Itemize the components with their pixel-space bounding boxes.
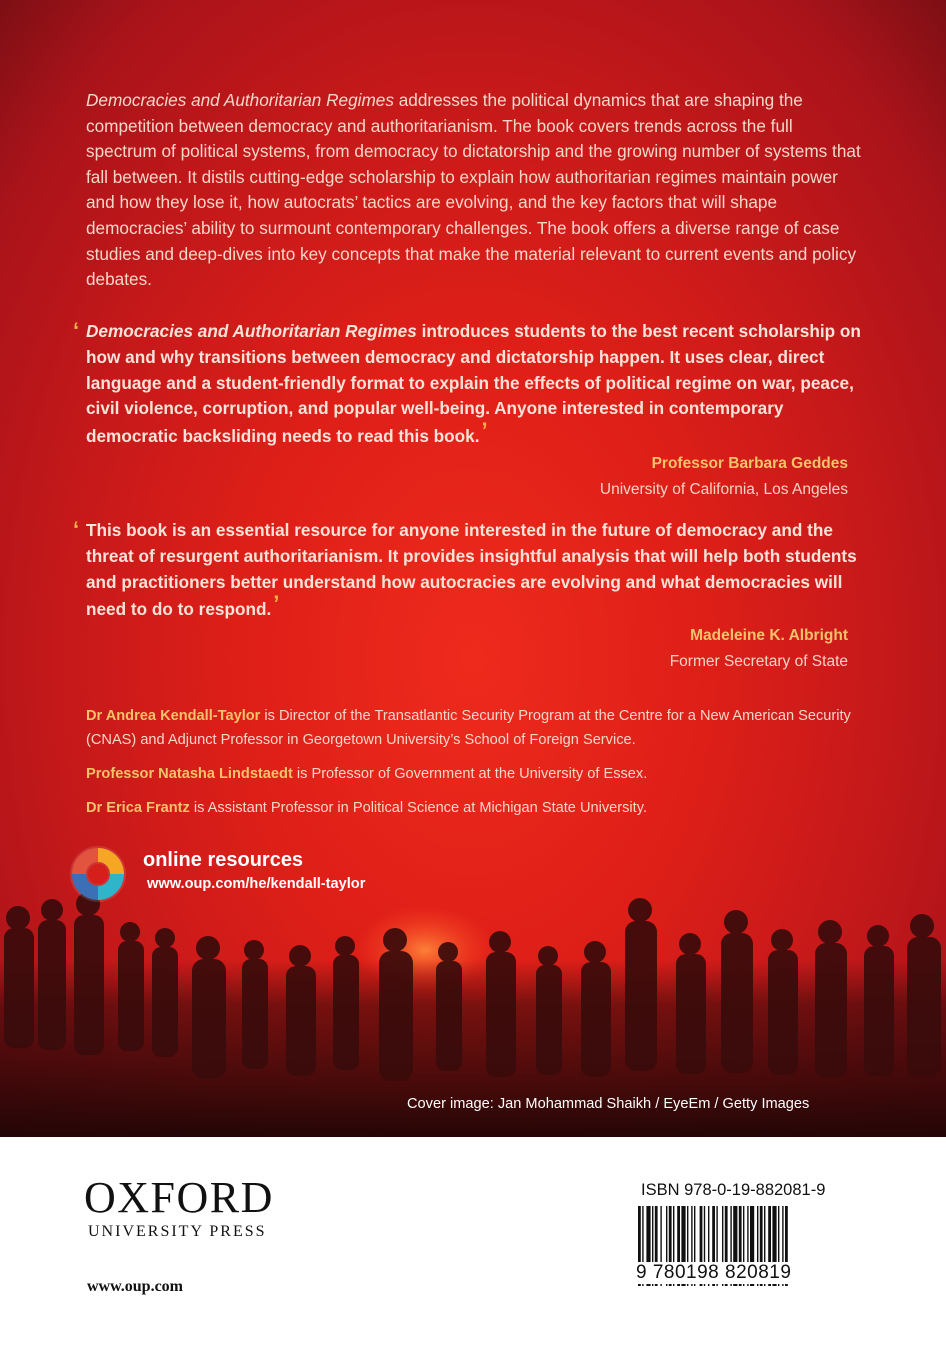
quote-2-text: This book is an essential resource for anyone interested in the future of democracy and the threat of resurgent authoritarianism. It provides insightful analysis that will help both students and practitioners better understand how autocracies are evolving and what democracies will need to do to respond. — [86, 520, 857, 620]
close-quote-icon: ’ — [273, 591, 280, 617]
book-title-italic: Democracies and Authoritarian Regimes — [86, 90, 394, 110]
author-bio-3 — [86, 797, 856, 821]
endorsement-quote-1 — [86, 319, 866, 450]
author-3-bio: is Assistant Professor in Political Science at Michigan State University. — [189, 800, 647, 816]
publisher-subtitle: UNIVERSITY PRESS — [88, 1223, 267, 1240]
quote-1-author-affiliation: University of California, Los Angeles — [599, 481, 848, 498]
author-2-name: Professor Natasha Lindstaedt — [86, 766, 293, 782]
isbn-label: ISBN 978-0-19-882081-9 — [641, 1181, 826, 1199]
open-quote-icon: ‘ — [73, 318, 80, 343]
online-resources-logo-icon — [68, 844, 128, 904]
author-2-bio: is Professor of Government at the University of Essex. — [292, 766, 648, 782]
author-1-name: Dr Andrea Kendall-Taylor — [86, 708, 261, 724]
quote-1-author-name: Professor Barbara Geddes — [651, 455, 848, 472]
barcode-digits: 9 780198 820819 — [636, 1262, 792, 1283]
author-bio-2 — [86, 763, 856, 787]
book-description-text: addresses the political dynamics that are shaping the competition between democracy and authoritarianism. The book covers trends across the full spectrum of political systems, from democracy to dictatorship and the growing number of systems that fall between. It distils cutting-edge scholarship to explain how authoritarian regimes maintain power and how they lose it, how autocrats’ tactics are evolving, and the key factors that will shape democracies’ ability to surmount contemporary challenges. The book offers a diverse range of case studies and deep-dives into key concepts that make the material relevant to current events and policy debates. — [86, 90, 861, 290]
quote-2-author-affiliation: Former Secretary of State — [669, 653, 848, 670]
author-3-name: Dr Erica Frantz — [86, 800, 190, 816]
publisher-name: OXFORD — [84, 1173, 274, 1222]
close-quote-icon: ’ — [481, 418, 488, 444]
quote-1-text: introduces students to the best recent scholarship on how and why transitions between democracy and dictatorship happen. It uses clear, direct language and a student-friendly format to explain the effects of political regime on war, peace, civil violence, corruption, and popular well-being. Anyone interested in contemporary democratic backsliding needs to read this book. — [86, 321, 861, 447]
book-description — [86, 88, 866, 293]
author-1-bio: is Director of the Transatlantic Security Program at the Centre for a New American Security (CNAS) and Adjunct Professor in Georgetown University’s School of Foreign Service. — [86, 708, 851, 748]
quote-1-book-title: Democracies and Authoritarian Regimes — [86, 321, 417, 341]
online-resources-title: online resources — [143, 849, 304, 871]
cover-image-credit: Cover image: Jan Mohammad Shaikh / EyeEm / Getty Images — [407, 1096, 810, 1112]
publisher-url[interactable]: www.oup.com — [87, 1278, 184, 1295]
oxford-logo — [84, 1173, 274, 1241]
author-bio-1 — [86, 705, 856, 752]
open-quote-icon: ‘ — [73, 517, 80, 542]
crowd-silhouette-image — [0, 840, 946, 1137]
endorsement-quote-2 — [86, 518, 866, 623]
online-resources-url[interactable]: www.oup.com/he/kendall-taylor — [147, 876, 366, 892]
quote-2-author-name: Madeleine K. Albright — [690, 627, 848, 644]
